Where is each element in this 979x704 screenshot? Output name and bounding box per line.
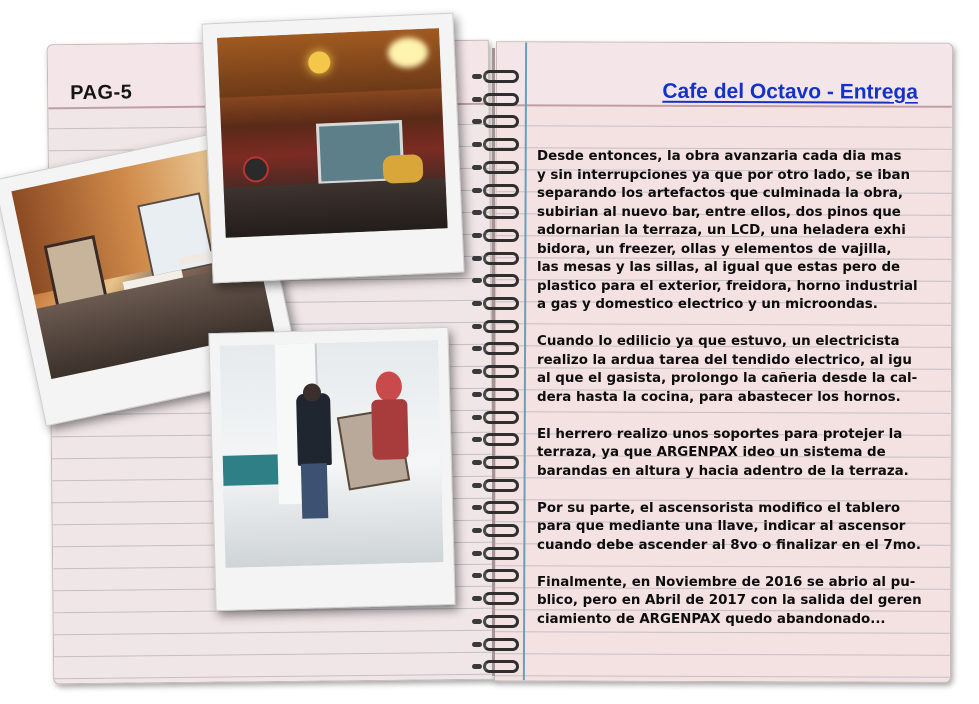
spiral-ring	[483, 592, 519, 605]
spiral-ring	[483, 388, 519, 401]
page-number-title: PAG-5	[70, 81, 133, 105]
spiral-ring	[483, 660, 519, 673]
spiral-ring	[483, 479, 519, 492]
spiral-ring	[483, 206, 519, 219]
spiral-ring	[483, 433, 519, 446]
story-text	[537, 148, 942, 648]
spiral-ring	[483, 547, 519, 560]
spiral-ring	[483, 320, 519, 333]
polaroid-photo-bar-counter	[201, 13, 464, 284]
spiral-ring	[483, 501, 519, 514]
spiral-ring	[483, 365, 519, 378]
paragraph-1: Desde entonces, la obra avanzaria cada dia mas y sin interrupciones ya que por otro lado, se iban separando los artefactos que culminada la obra, subirian al nuevo bar, entre ellos, dos pinos que adornarian la terraza, un LCD, una heladera exhi bidora, un freezer, ollas y elementos de vajilla, las mesas y las sillas, al igual que estas pero de plastico para el exterior, freidora, horno industrial a gas y domestico electrico y un microondas.	[537, 149, 918, 312]
page-title: Cafe del Octavo - Entrega	[662, 79, 918, 104]
spiral-ring	[483, 138, 519, 151]
spiral-ring	[483, 229, 519, 242]
photo-workers-carrying	[220, 340, 444, 568]
paragraph-2: Cuando lo edilicio ya que estuvo, un electricista realizo la ardua tarea del tendido electrico, al igu al que el gasista, prolongo la cañeria desde la cal- dera hasta la cocina, para abastecer los hornos.	[537, 334, 918, 405]
polaroid-photo-moving-furniture	[208, 327, 455, 611]
spiral-ring	[483, 569, 519, 582]
paragraph-3: El herrero realizo unos soportes para protejer la terraza, ya que ARGENPAX ideo un sistema de barandas en altura y hacia adentro de la terraza.	[537, 426, 909, 479]
spiral-ring	[483, 161, 519, 174]
paragraph-4: Por su parte, el ascensorista modifico el tablero para que mediante una llave, indicar al ascensor cuando debe ascender al 8vo o finalizar en el 7mo.	[537, 500, 921, 553]
spiral-ring	[483, 184, 519, 197]
spiral-ring	[483, 456, 519, 469]
spiral-ring	[483, 411, 519, 424]
spiral-ring	[483, 70, 519, 83]
spiral-ring	[483, 93, 519, 106]
spiral-ring	[483, 115, 519, 128]
paragraph-5: Finalmente, en Noviembre de 2016 se abrio al pu- blico, pero en Abril de 2017 con la salida del geren ciamiento de ARGENPAX quedo abandonado...	[537, 574, 922, 627]
spiral-ring	[483, 274, 519, 287]
spiral-ring	[483, 638, 519, 651]
spiral-ring	[483, 252, 519, 265]
spiral-ring	[483, 615, 519, 628]
spiral-ring	[483, 524, 519, 537]
spiral-ring	[483, 342, 519, 355]
margin-line	[523, 42, 527, 680]
photo-bar-interior	[217, 28, 448, 237]
spiral-ring	[483, 297, 519, 310]
